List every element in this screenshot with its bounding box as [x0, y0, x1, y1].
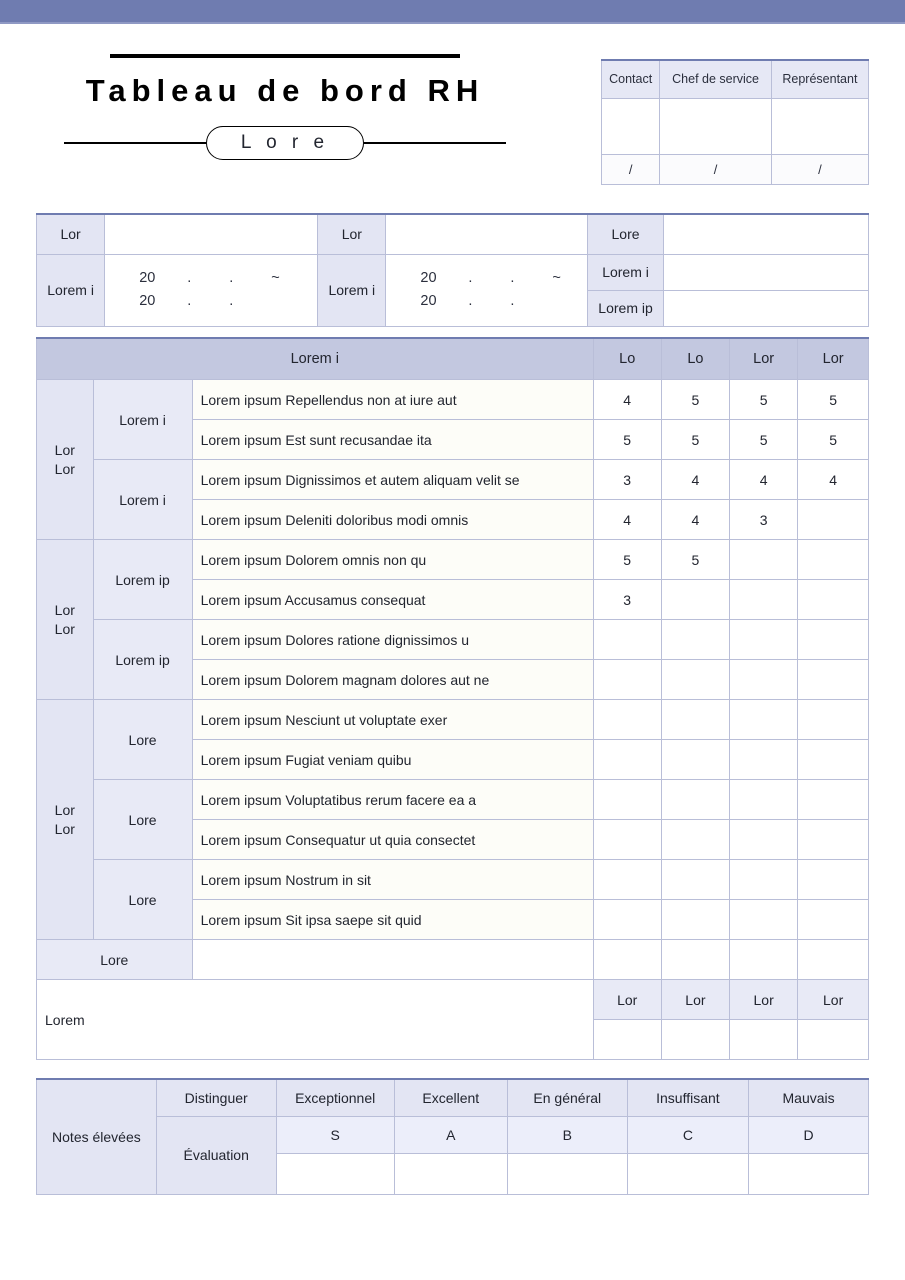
item-label: Lorem ipsum Deleniti doloribus modi omnis	[192, 500, 593, 540]
legend-grade-2: B	[507, 1116, 627, 1153]
title-block	[36, 54, 506, 160]
score-cell-0[interactable]	[593, 900, 661, 940]
info-bar-table	[36, 213, 869, 327]
score-cell-3[interactable]	[798, 500, 869, 540]
info-mid-label-top: Lor	[318, 214, 386, 254]
item-label: Lorem ipsum Voluptatibus rerum facere ea a	[192, 780, 593, 820]
total-score-2[interactable]	[730, 940, 798, 980]
signature-col-contact: Contact	[602, 60, 660, 98]
info-mid-date-cell[interactable]	[386, 254, 587, 326]
score-cell-1[interactable]: 4	[661, 460, 729, 500]
legend-blank-2[interactable]	[507, 1153, 627, 1194]
score-cell-2[interactable]	[730, 700, 798, 740]
legend-blank-1[interactable]	[394, 1153, 507, 1194]
info-left-date2-day: .	[229, 293, 234, 309]
summary-header-3: Lor	[798, 980, 869, 1020]
item-label: Lorem ipsum Dolores ratione dignissimos u	[192, 620, 593, 660]
signature-header-row	[602, 60, 869, 98]
rating-legend-table	[36, 1078, 869, 1195]
evaluation-header-row	[37, 338, 869, 380]
score-cell-3[interactable]	[798, 540, 869, 580]
legend-grade-row	[37, 1116, 869, 1153]
info-bar-wrapper	[36, 213, 869, 327]
summary-header-1: Lor	[661, 980, 729, 1020]
category-cell-1: Lor Lor	[37, 540, 94, 700]
top-banner	[0, 0, 905, 24]
score-cell-0[interactable]	[593, 620, 661, 660]
score-cell-0[interactable]: 3	[593, 460, 661, 500]
signature-table	[601, 59, 869, 185]
score-cell-3[interactable]	[798, 860, 869, 900]
legend-level-2: En général	[507, 1079, 627, 1116]
info-mid-date-line-1	[386, 267, 578, 290]
score-cell-1[interactable]	[661, 820, 729, 860]
score-cell-3[interactable]	[798, 900, 869, 940]
item-label: Lorem ipsum Dolorem omnis non qu	[192, 540, 593, 580]
score-cell-0[interactable]	[593, 660, 661, 700]
score-cell-0[interactable]: 4	[593, 380, 661, 420]
legend-wrapper	[36, 1078, 869, 1195]
item-label: Lorem ipsum Sit ipsa saepe sit quid	[192, 900, 593, 940]
info-mid-date2-day: .	[510, 293, 515, 309]
score-cell-3[interactable]	[798, 620, 869, 660]
info-right-value-1[interactable]	[664, 254, 869, 290]
score-cell-2[interactable]	[730, 660, 798, 700]
score-cell-2[interactable]	[730, 860, 798, 900]
score-cell-1[interactable]	[661, 660, 729, 700]
item-label: Lorem ipsum Fugiat veniam quibu	[192, 740, 593, 780]
score-cell-2[interactable]	[730, 580, 798, 620]
info-bar-row-2	[37, 254, 869, 290]
page-body	[0, 24, 905, 1195]
legend-blank-4[interactable]	[749, 1153, 869, 1194]
subgroup-cell-1-0: Lorem ip	[93, 540, 192, 620]
score-cell-3[interactable]: 5	[798, 380, 869, 420]
comment-cell[interactable]: Lorem	[37, 980, 594, 1060]
evaluation-header-score-2: Lor	[730, 338, 798, 380]
signature-date-contact[interactable]: /	[602, 154, 660, 184]
table-row	[37, 540, 869, 580]
score-cell-1[interactable]: 5	[661, 380, 729, 420]
info-mid-date1-year: 20	[420, 269, 437, 286]
evaluation-header-item: Lorem i	[37, 338, 594, 380]
summary-value-3[interactable]	[798, 1020, 869, 1060]
info-bar-row-1	[37, 214, 869, 254]
table-row	[37, 700, 869, 740]
legend-label-evaluation: Évaluation	[156, 1116, 276, 1194]
info-right-label-1: Lorem i	[587, 254, 664, 290]
score-cell-2[interactable]: 5	[730, 380, 798, 420]
main-table-wrapper	[36, 337, 869, 1061]
info-left-date2-year: 20	[139, 293, 156, 309]
table-row	[37, 380, 869, 420]
subgroup-cell-0-1: Lorem i	[93, 460, 192, 540]
score-cell-1[interactable]	[661, 700, 729, 740]
info-left-label-bottom: Lorem i	[37, 254, 105, 326]
header-area	[36, 24, 869, 199]
score-cell-1[interactable]	[661, 580, 729, 620]
item-label: Lorem ipsum Accusamus consequat	[192, 580, 593, 620]
score-cell-1[interactable]: 5	[661, 420, 729, 460]
info-right-label-0: Lore	[587, 214, 664, 254]
table-row	[37, 860, 869, 900]
score-cell-2[interactable]	[730, 620, 798, 660]
evaluation-header-score-0: Lo	[593, 338, 661, 380]
score-cell-1[interactable]	[661, 620, 729, 660]
score-cell-0[interactable]	[593, 780, 661, 820]
table-row	[37, 780, 869, 820]
subtitle-line-right	[364, 142, 506, 144]
subtitle-row	[64, 126, 506, 160]
signature-body-row	[602, 98, 869, 154]
info-left-date1-year: 20	[139, 269, 156, 286]
total-row	[37, 940, 869, 980]
summary-value-1[interactable]	[661, 1020, 729, 1060]
legend-level-0: Exceptionnel	[276, 1079, 394, 1116]
legend-grade-0: S	[276, 1116, 394, 1153]
summary-value-2[interactable]	[730, 1020, 798, 1060]
info-mid-label-bottom: Lorem i	[318, 254, 386, 326]
info-left-date-line-1	[105, 267, 309, 290]
subgroup-cell-1-1: Lorem ip	[93, 620, 192, 700]
signature-col-representant: Représentant	[771, 60, 868, 98]
info-left-date2-month: .	[187, 293, 192, 309]
score-cell-0[interactable]	[593, 700, 661, 740]
item-label: Lorem ipsum Repellendus non at iure aut	[192, 380, 593, 420]
subgroup-cell-2-1: Lore	[93, 780, 192, 860]
item-label: Lorem ipsum Nesciunt ut voluptate exer	[192, 700, 593, 740]
legend-header-row	[37, 1079, 869, 1116]
table-row	[37, 620, 869, 660]
score-cell-3[interactable]	[798, 660, 869, 700]
info-mid-date1-day: .	[510, 269, 515, 286]
legend-level-1: Excellent	[394, 1079, 507, 1116]
info-mid-date2-month: .	[468, 293, 473, 309]
score-cell-3[interactable]	[798, 740, 869, 780]
info-left-date-cell[interactable]	[105, 254, 318, 326]
info-left-date-line-2	[105, 290, 309, 313]
score-cell-0[interactable]	[593, 860, 661, 900]
score-cell-2[interactable]: 5	[730, 420, 798, 460]
title-top-rule	[110, 54, 460, 58]
signature-date-representant[interactable]: /	[771, 154, 868, 184]
score-cell-3[interactable]	[798, 700, 869, 740]
score-cell-1[interactable]: 4	[661, 500, 729, 540]
score-cell-2[interactable]	[730, 820, 798, 860]
signature-col-chef-de-service: Chef de service	[660, 60, 771, 98]
score-cell-1[interactable]	[661, 900, 729, 940]
score-cell-3[interactable]: 5	[798, 420, 869, 460]
evaluation-table	[36, 337, 869, 1061]
item-label: Lorem ipsum Nostrum in sit	[192, 860, 593, 900]
info-left-date1-month: .	[187, 269, 192, 286]
score-cell-0[interactable]: 4	[593, 500, 661, 540]
table-row	[37, 460, 869, 500]
legend-grade-3: C	[627, 1116, 748, 1153]
info-left-label-top: Lor	[37, 214, 105, 254]
info-right-value-0[interactable]	[664, 214, 869, 254]
signature-field-chef-de-service[interactable]	[660, 98, 771, 154]
signature-date-chef-de-service[interactable]: /	[660, 154, 771, 184]
subtitle-line-left	[64, 142, 206, 144]
evaluation-header-score-1: Lo	[661, 338, 729, 380]
score-cell-3[interactable]	[798, 820, 869, 860]
score-cell-1[interactable]: 5	[661, 540, 729, 580]
signature-field-representant[interactable]	[771, 98, 868, 154]
total-label: Lore	[37, 940, 193, 980]
total-score-0[interactable]	[593, 940, 661, 980]
signature-date-row	[602, 154, 869, 184]
info-left-date1-tilde: ~	[271, 269, 280, 286]
score-cell-0[interactable]: 3	[593, 580, 661, 620]
summary-header-0: Lor	[593, 980, 661, 1020]
legend-blank-0[interactable]	[276, 1153, 394, 1194]
legend-grade-1: A	[394, 1116, 507, 1153]
summary-header-2: Lor	[730, 980, 798, 1020]
score-cell-2[interactable]	[730, 540, 798, 580]
score-cell-2[interactable]	[730, 740, 798, 780]
score-cell-0[interactable]	[593, 740, 661, 780]
info-right-label-2: Lorem ip	[587, 290, 664, 326]
score-cell-1[interactable]	[661, 740, 729, 780]
score-cell-3[interactable]: 4	[798, 460, 869, 500]
score-cell-3[interactable]	[798, 780, 869, 820]
score-cell-0[interactable]	[593, 820, 661, 860]
category-cell-0: Lor Lor	[37, 380, 94, 540]
score-cell-1[interactable]	[661, 780, 729, 820]
comment-row	[37, 980, 869, 1020]
subgroup-cell-0-0: Lorem i	[93, 380, 192, 460]
subtitle-pill: L o r e	[206, 126, 364, 160]
legend-row-label: Notes élevées	[37, 1079, 157, 1194]
total-score-3[interactable]	[798, 940, 869, 980]
legend-blank-3[interactable]	[627, 1153, 748, 1194]
item-label: Lorem ipsum Dolorem magnam dolores aut ne	[192, 660, 593, 700]
page-title: Tableau de bord RH	[85, 73, 485, 108]
subgroup-cell-2-2: Lore	[93, 860, 192, 940]
score-cell-0[interactable]: 5	[593, 420, 661, 460]
signature-field-contact[interactable]	[602, 98, 660, 154]
info-left-date1-day: .	[229, 269, 234, 286]
info-mid-date-line-2	[386, 290, 578, 313]
category-cell-2: Lor Lor	[37, 700, 94, 940]
score-cell-2[interactable]	[730, 780, 798, 820]
score-cell-2[interactable]	[730, 900, 798, 940]
legend-grade-4: D	[749, 1116, 869, 1153]
info-left-value-top[interactable]	[105, 214, 318, 254]
info-mid-date1-tilde: ~	[552, 269, 561, 286]
score-cell-2[interactable]: 3	[730, 500, 798, 540]
item-label: Lorem ipsum Est sunt recusandae ita	[192, 420, 593, 460]
info-mid-date2-year: 20	[420, 293, 437, 309]
info-mid-date1-month: .	[468, 269, 473, 286]
evaluation-header-score-3: Lor	[798, 338, 869, 380]
total-value[interactable]	[192, 940, 593, 980]
score-cell-1[interactable]	[661, 860, 729, 900]
legend-level-4: Mauvais	[749, 1079, 869, 1116]
subgroup-cell-2-0: Lore	[93, 700, 192, 780]
item-label: Lorem ipsum Dignissimos et autem aliquam velit se	[192, 460, 593, 500]
score-cell-3[interactable]	[798, 580, 869, 620]
info-mid-value-top[interactable]	[386, 214, 587, 254]
legend-label-distinguer: Distinguer	[156, 1079, 276, 1116]
info-right-value-2[interactable]	[664, 290, 869, 326]
score-cell-2[interactable]: 4	[730, 460, 798, 500]
item-label: Lorem ipsum Consequatur ut quia consectet	[192, 820, 593, 860]
legend-level-3: Insuffisant	[627, 1079, 748, 1116]
total-score-1[interactable]	[661, 940, 729, 980]
score-cell-0[interactable]: 5	[593, 540, 661, 580]
summary-value-0[interactable]	[593, 1020, 661, 1060]
